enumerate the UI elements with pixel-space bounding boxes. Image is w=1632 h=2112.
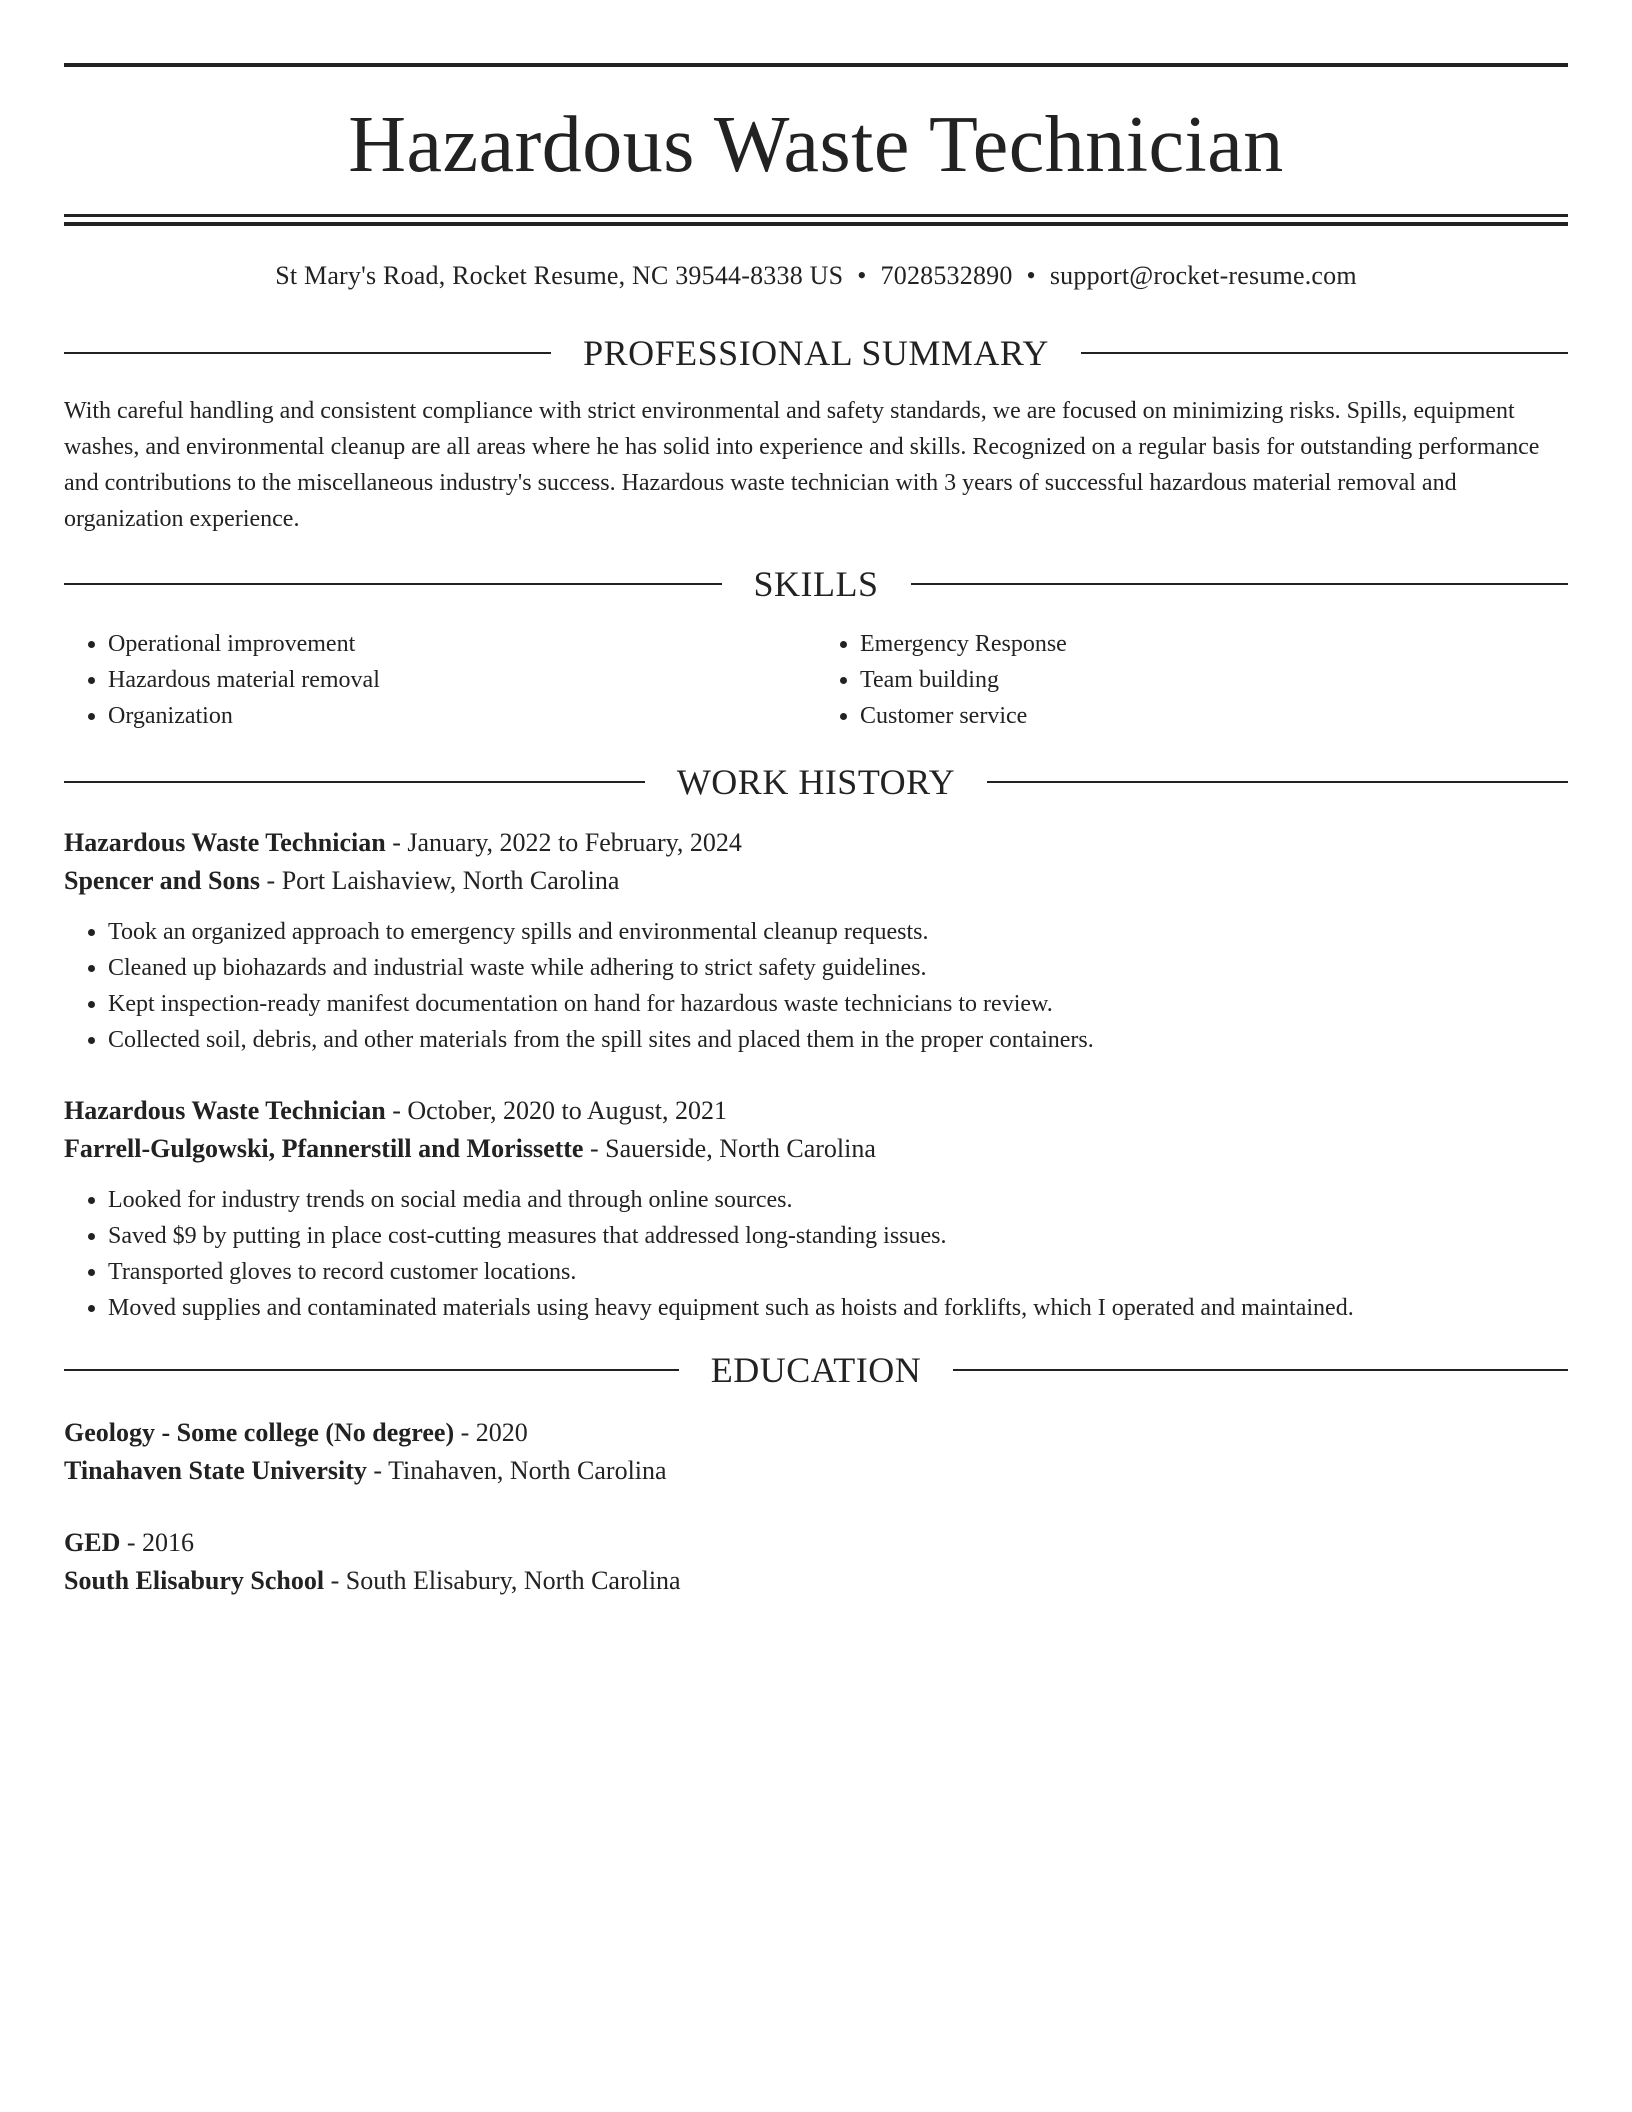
section-heading-work: [64, 760, 1568, 804]
heading-rule-left: [64, 352, 551, 354]
job-bullet: • Took an organized approach to emergency spills and environmental cleanup requests.: [108, 914, 1568, 950]
section-title: SKILLS: [753, 564, 879, 604]
dash: -: [120, 1528, 143, 1557]
heading-rule-right: [987, 781, 1568, 783]
section-heading-education: [64, 1348, 1568, 1392]
section-title: EDUCATION: [710, 1350, 922, 1390]
heading-rule-right: [911, 583, 1569, 585]
contact-phone: 7028532890: [880, 261, 1013, 290]
section-heading-summary: [64, 331, 1568, 375]
job-dates: October, 2020 to August, 2021: [407, 1096, 727, 1125]
education-year: 2016: [142, 1528, 195, 1557]
job-bullet: • Cleaned up biohazards and industrial waste while adhering to strict safety guidelines.: [108, 950, 1568, 986]
contact-address: St Mary's Road, Rocket Resume, NC 39544-8338 US: [275, 261, 844, 290]
dash: -: [385, 828, 408, 857]
skill-item: • Operational improvement: [108, 626, 816, 662]
top-rule: [64, 63, 1568, 67]
job-dates: January, 2022 to February, 2024: [407, 828, 742, 857]
skills-column-right: [816, 626, 1568, 734]
education-degree: Geology - Some college (No degree): [64, 1418, 455, 1447]
contact-email: support@rocket-resume.com: [1049, 261, 1357, 290]
education-degree-line: [64, 1524, 1568, 1562]
education-school: Tinahaven State University: [64, 1456, 367, 1485]
education-entry: [64, 1414, 1568, 1490]
section-title: PROFESSIONAL SUMMARY: [583, 333, 1049, 373]
dash: -: [366, 1456, 389, 1485]
contact-separator: •: [857, 261, 867, 290]
job-company-line: [64, 1130, 1568, 1168]
job-company-line: [64, 862, 1568, 900]
contact-line: [64, 259, 1568, 293]
title-double-rule: [64, 214, 1568, 226]
dash: -: [260, 866, 282, 895]
skill-item: • Organization: [108, 698, 816, 734]
heading-rule-left: [64, 781, 645, 783]
education-location: Tinahaven, North Carolina: [388, 1456, 667, 1485]
education-degree-line: [64, 1414, 1568, 1452]
job-title-line: [64, 824, 1568, 862]
summary-text: With careful handling and consistent compliance with strict environmental and safety standards, we are focused on minimizing risks. Spills, equipment washes, and environmental cleanup are all areas where he has solid into experience and skills. Recognized on a regular basis for outstanding performance and contributions to the miscellaneous industry's success. Hazardous waste technician with 3 years of successful hazardous material removal and organization experience.: [64, 398, 1540, 532]
job-entry: [64, 824, 1568, 1058]
section-heading-skills: [64, 562, 1568, 606]
education-school-line: [64, 1452, 1568, 1490]
job-bullet: • Looked for industry trends on social media and through online sources.: [108, 1182, 1568, 1218]
dash: -: [385, 1096, 408, 1125]
job-bullet: • Transported gloves to record customer locations.: [108, 1254, 1568, 1290]
contact-separator: •: [1026, 261, 1036, 290]
skills-column-left: [64, 626, 816, 734]
job-bullets: [64, 1182, 1568, 1326]
heading-rule-left: [64, 583, 722, 585]
job-location: Sauerside, North Carolina: [605, 1134, 876, 1163]
job-bullet: • Saved $9 by putting in place cost-cutting measures that addressed long-standing issues.: [108, 1218, 1568, 1254]
job-bullet: • Collected soil, debris, and other materials from the spill sites and placed them in the proper containers.: [108, 1022, 1568, 1058]
job-location: Port Laishaview, North Carolina: [281, 866, 620, 895]
section-title: WORK HISTORY: [676, 762, 956, 802]
resume-page: [64, 0, 1568, 1600]
job-company: Farrell-Gulgowski, Pfannerstill and Morissette: [64, 1134, 584, 1163]
page-title: Hazardous Waste Technician: [348, 101, 1284, 189]
education-year: 2020: [475, 1418, 528, 1447]
skill-item: • Team building: [860, 662, 1568, 698]
job-bullet: • Kept inspection-ready manifest documentation on hand for hazardous waste technicians to review.: [108, 986, 1568, 1022]
job-title-line: [64, 1092, 1568, 1130]
heading-rule-right: [953, 1369, 1568, 1371]
education-school: South Elisabury School: [64, 1566, 325, 1595]
dash: -: [324, 1566, 346, 1595]
heading-rule-left: [64, 1369, 679, 1371]
skills-list: [64, 626, 1568, 734]
job-entry: [64, 1092, 1568, 1326]
skill-item: • Customer service: [860, 698, 1568, 734]
dash: -: [454, 1418, 476, 1447]
skill-item: • Hazardous material removal: [108, 662, 816, 698]
job-title: Hazardous Waste Technician: [64, 1096, 386, 1125]
job-company: Spencer and Sons: [64, 866, 261, 895]
skill-item: • Emergency Response: [860, 626, 1568, 662]
education-school-line: [64, 1562, 1568, 1600]
job-bullet: • Moved supplies and contaminated materials using heavy equipment such as hoists and forklifts, which I operated and maintained.: [108, 1290, 1568, 1326]
heading-rule-right: [1081, 352, 1568, 354]
job-title: Hazardous Waste Technician: [64, 828, 386, 857]
education-entry: [64, 1524, 1568, 1600]
dash: -: [583, 1134, 606, 1163]
job-bullets: [64, 914, 1568, 1058]
education-degree: GED: [64, 1528, 121, 1557]
education-location: South Elisabury, North Carolina: [345, 1566, 681, 1595]
